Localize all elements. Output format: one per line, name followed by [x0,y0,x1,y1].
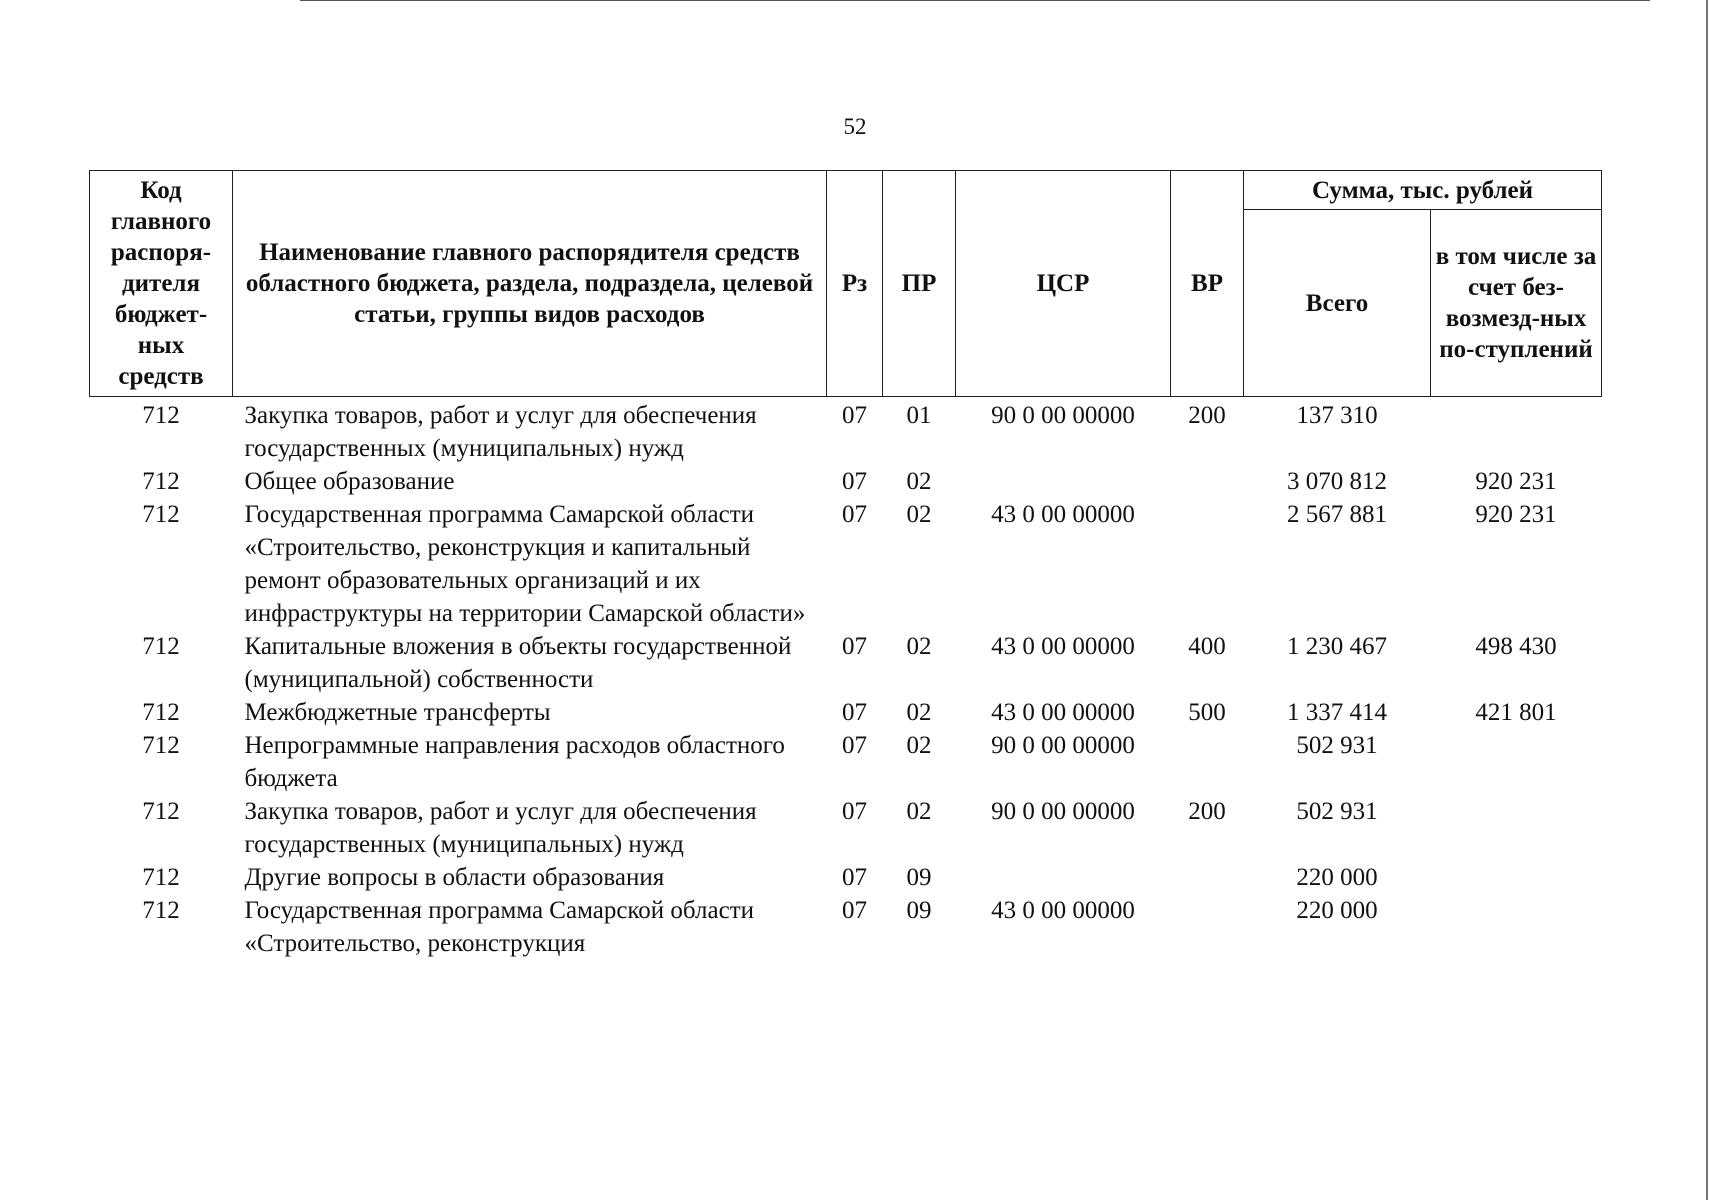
cell-gratis [1431,397,1602,466]
cell-total: 220 000 [1296,864,1378,891]
cell-csr [956,861,1171,894]
cell-vr: 200 [1188,402,1226,429]
table-row [90,498,1602,630]
table-row [90,696,1602,729]
scan-edge-right [1706,0,1708,1200]
cell-vr: 200 [1188,798,1226,825]
table-row [90,894,1602,960]
cell-total: 502 931 [1296,798,1378,825]
table-row [90,397,1602,466]
cell-vr [1171,861,1244,894]
table-row [90,729,1602,795]
cell-rz: 07 [842,864,867,891]
cell-rz: 07 [842,633,867,660]
cell-vr [1171,894,1244,960]
table-row [90,861,1602,894]
cell-pr: 09 [906,897,932,924]
cell-csr: 43 0 00 00000 [991,897,1135,924]
cell-code: 712 [142,798,180,825]
cell-csr: 43 0 00 00000 [991,501,1135,528]
cell-gratis: 421 801 [1475,699,1557,726]
cell-code: 712 [142,402,180,429]
cell-gratis: 920 231 [1475,501,1557,528]
cell-pr: 02 [906,732,932,759]
cell-rz: 07 [842,699,867,726]
cell-code: 712 [142,864,180,891]
cell-vr [1171,729,1244,795]
header-total: Всего [1244,210,1431,397]
cell-code: 712 [142,897,180,924]
table-row [90,630,1602,696]
cell-vr: 400 [1188,633,1226,660]
cell-name: Межбюджетные трансферты [244,699,551,726]
cell-name: Другие вопросы в области образования [244,864,665,891]
cell-csr [956,465,1171,498]
header-gratis: в том числе за счет без-возмезд-ных по-ступлений [1431,210,1602,397]
cell-vr [1171,498,1244,630]
scan-edge-top [300,0,1650,1]
header-rz: Рз [827,171,883,397]
cell-name: Государственная программа Самарской области «Строительство, реконструкция [244,897,754,957]
cell-csr: 90 0 00 00000 [991,402,1135,429]
cell-total: 220 000 [1296,897,1378,924]
cell-rz: 07 [842,402,867,429]
budget-table [89,170,1602,960]
cell-pr: 01 [906,402,932,429]
cell-gratis [1431,729,1602,795]
cell-code: 712 [142,501,180,528]
cell-name: Государственная программа Самарской области «Строительство, реконструкция и капитальный ремонт образовательных организаций и их инфраструктуры на территории Самарской области» [244,501,806,627]
cell-code: 712 [142,699,180,726]
cell-rz: 07 [842,897,867,924]
cell-code: 712 [142,633,180,660]
header-sum-group: Сумма, тыс. рублей [1244,171,1602,210]
table-row [90,795,1602,861]
cell-rz: 07 [842,798,867,825]
cell-gratis [1431,894,1602,960]
cell-name: Капитальные вложения в объекты государственной (муниципальной) собственности [244,633,792,693]
cell-csr: 90 0 00 00000 [991,798,1135,825]
header-csr: ЦСР [956,171,1171,397]
header-vr: ВР [1171,171,1244,397]
cell-vr [1171,465,1244,498]
cell-name: Общее образование [244,468,455,495]
cell-csr: 43 0 00 00000 [991,699,1135,726]
header-pr: ПР [883,171,956,397]
cell-rz: 07 [842,732,867,759]
cell-csr: 90 0 00 00000 [991,732,1135,759]
cell-name: Закупка товаров, работ и услуг для обеспечения государственных (муниципальных) нужд [244,798,757,858]
cell-pr: 02 [906,699,932,726]
cell-name: Непрограммные направления расходов областного бюджета [244,732,785,792]
cell-name: Закупка товаров, работ и услуг для обеспечения государственных (муниципальных) нужд [244,402,757,462]
cell-pr: 02 [906,468,932,495]
cell-pr: 02 [906,633,932,660]
cell-total: 137 310 [1296,402,1378,429]
cell-rz: 07 [842,501,867,528]
cell-gratis [1431,795,1602,861]
cell-vr: 500 [1188,699,1226,726]
cell-pr: 09 [906,864,932,891]
table-header [90,171,1602,397]
cell-total: 2 567 881 [1287,501,1387,528]
header-name: Наименование главного распорядителя средств областного бюджета, раздела, подраздела, целевой статьи, группы видов расходов [233,171,827,397]
cell-total: 502 931 [1296,732,1378,759]
cell-rz: 07 [842,468,867,495]
cell-total: 3 070 812 [1287,468,1387,495]
cell-pr: 02 [906,798,932,825]
cell-total: 1 337 414 [1287,699,1387,726]
table-row [90,465,1602,498]
cell-csr: 43 0 00 00000 [991,633,1135,660]
cell-total: 1 230 467 [1287,633,1387,660]
cell-gratis [1431,861,1602,894]
cell-code: 712 [142,468,180,495]
table-body [90,397,1602,961]
header-code: Код главного распоря-дителя бюджет-ных средств [90,171,233,397]
cell-pr: 02 [906,501,932,528]
cell-code: 712 [142,732,180,759]
cell-gratis: 498 430 [1475,633,1557,660]
cell-gratis: 920 231 [1475,468,1557,495]
page-number: 52 [843,114,867,139]
